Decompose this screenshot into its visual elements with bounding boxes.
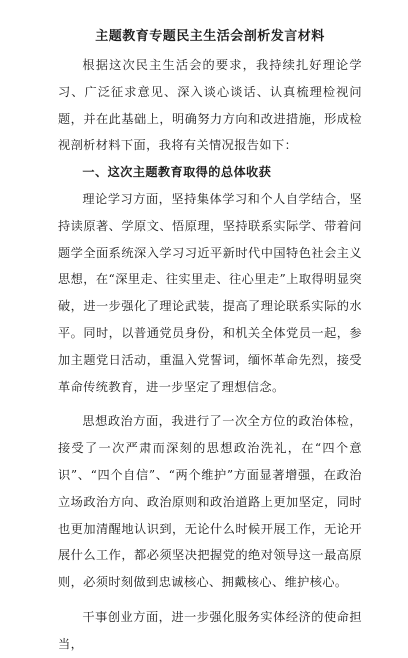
- section-heading: 一、这次主题教育取得的总体收获: [82, 165, 272, 180]
- entrepreneurship-paragraph: 干事创业方面，进一步强化服务实体经济的使命担当，: [58, 609, 362, 651]
- political-thought-paragraph: 思想政治方面，我进行了一次全方位的政治体检，接受了一次严肃而深刻的思想政治洗礼，在“四个意识”、“四个自信”、“两个维护”方面显著增强，在政治立场政治方向、政治原则和政治道路上更加坚定，同时也更加清醒地认识到，无论什么时候开展工作，无论开展什么工作，都必须坚决把握党的绝对领导这一最高原则，必须时刻做到忠诚核心、拥戴核心、维护核心。: [58, 414, 362, 590]
- paragraph-spacer: [58, 400, 362, 408]
- theory-study-paragraph: 理论学习方面，坚持集体学习和个人自学结合，坚持读原著、学原文、悟原理，坚持联系实际学、带着问题学全面系统深入学习习近平新时代中国特色社会主义思想，在“深里走、往实里走、往心里走”上取得明显突破，进一步强化了理论武装，提高了理论联系实际的水平。同时，以普通党员身份，和机关全体党员一起，参加主题党日活动，重温入党誓词，缅怀革命先烈，接受革命传统教育，进一步坚定了理想信念。: [58, 191, 362, 394]
- document-title: 主题教育专题民主生活会剖析发言材料: [95, 29, 325, 44]
- paragraph-spacer: [58, 596, 362, 604]
- intro-paragraph: 根据这次民主生活会的要求，我持续扎好理论学习、广泛征求意见、深入谈心谈话、认真梳理检视问题，并在此基础上，明确努力方向和改进措施，形成检视剖析材料下面，我将有关情况报告如下：: [58, 58, 362, 153]
